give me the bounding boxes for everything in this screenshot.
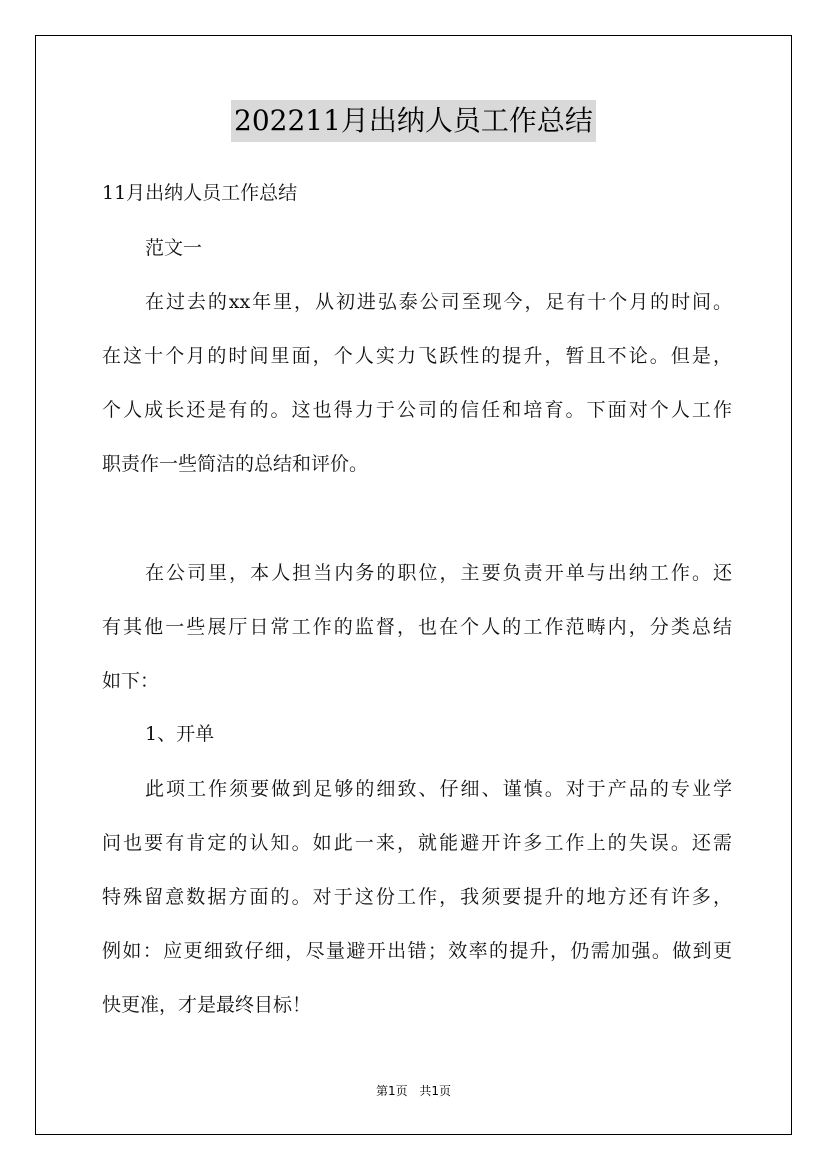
paragraph-line: 职责作一些简洁的总结和评价。 bbox=[102, 453, 369, 475]
title-container bbox=[0, 100, 827, 142]
paragraph-line: 如下： bbox=[102, 670, 160, 692]
page-number: 第1页 bbox=[375, 1084, 408, 1098]
section-heading: 1、开单 bbox=[145, 723, 215, 745]
page-total: 共1页 bbox=[419, 1084, 452, 1098]
paragraph-line: 在这十个月的时间里面，个人实力飞跃性的提升，暂且不论。但是， bbox=[102, 345, 732, 367]
paragraph-line: 在过去的xx年里，从初进弘泰公司至现今，足有十个月的时间。 bbox=[145, 291, 732, 313]
paragraph-line: 有其他一些展厅日常工作的监督，也在个人的工作范畴内，分类总结 bbox=[102, 616, 732, 638]
document-title: 202211月出纳人员工作总结 bbox=[231, 100, 596, 142]
subtitle: 11月出纳人员工作总结 bbox=[102, 182, 298, 204]
section-label: 范文一 bbox=[145, 237, 203, 259]
paragraph-line: 个人成长还是有的。这也得力于公司的信任和培育。下面对个人工作 bbox=[102, 399, 732, 421]
paragraph-line: 特殊留意数据方面的。对于这份工作，我须要提升的地方还有许多， bbox=[102, 886, 732, 908]
page-footer bbox=[0, 1082, 827, 1099]
paragraph-line: 例如：应更细致仔细，尽量避开出错；效率的提升，仍需加强。做到更 bbox=[102, 940, 732, 962]
paragraph-line: 此项工作须要做到足够的细致、仔细、谨慎。对于产品的专业学 bbox=[145, 778, 732, 800]
paragraph-line: 问也要有肯定的认知。如此一来，就能避开许多工作上的失误。还需 bbox=[102, 832, 732, 854]
paragraph-line: 快更准，才是最终目标！ bbox=[102, 994, 312, 1016]
paragraph-line: 在公司里，本人担当内务的职位，主要负责开单与出纳工作。还 bbox=[145, 562, 732, 584]
